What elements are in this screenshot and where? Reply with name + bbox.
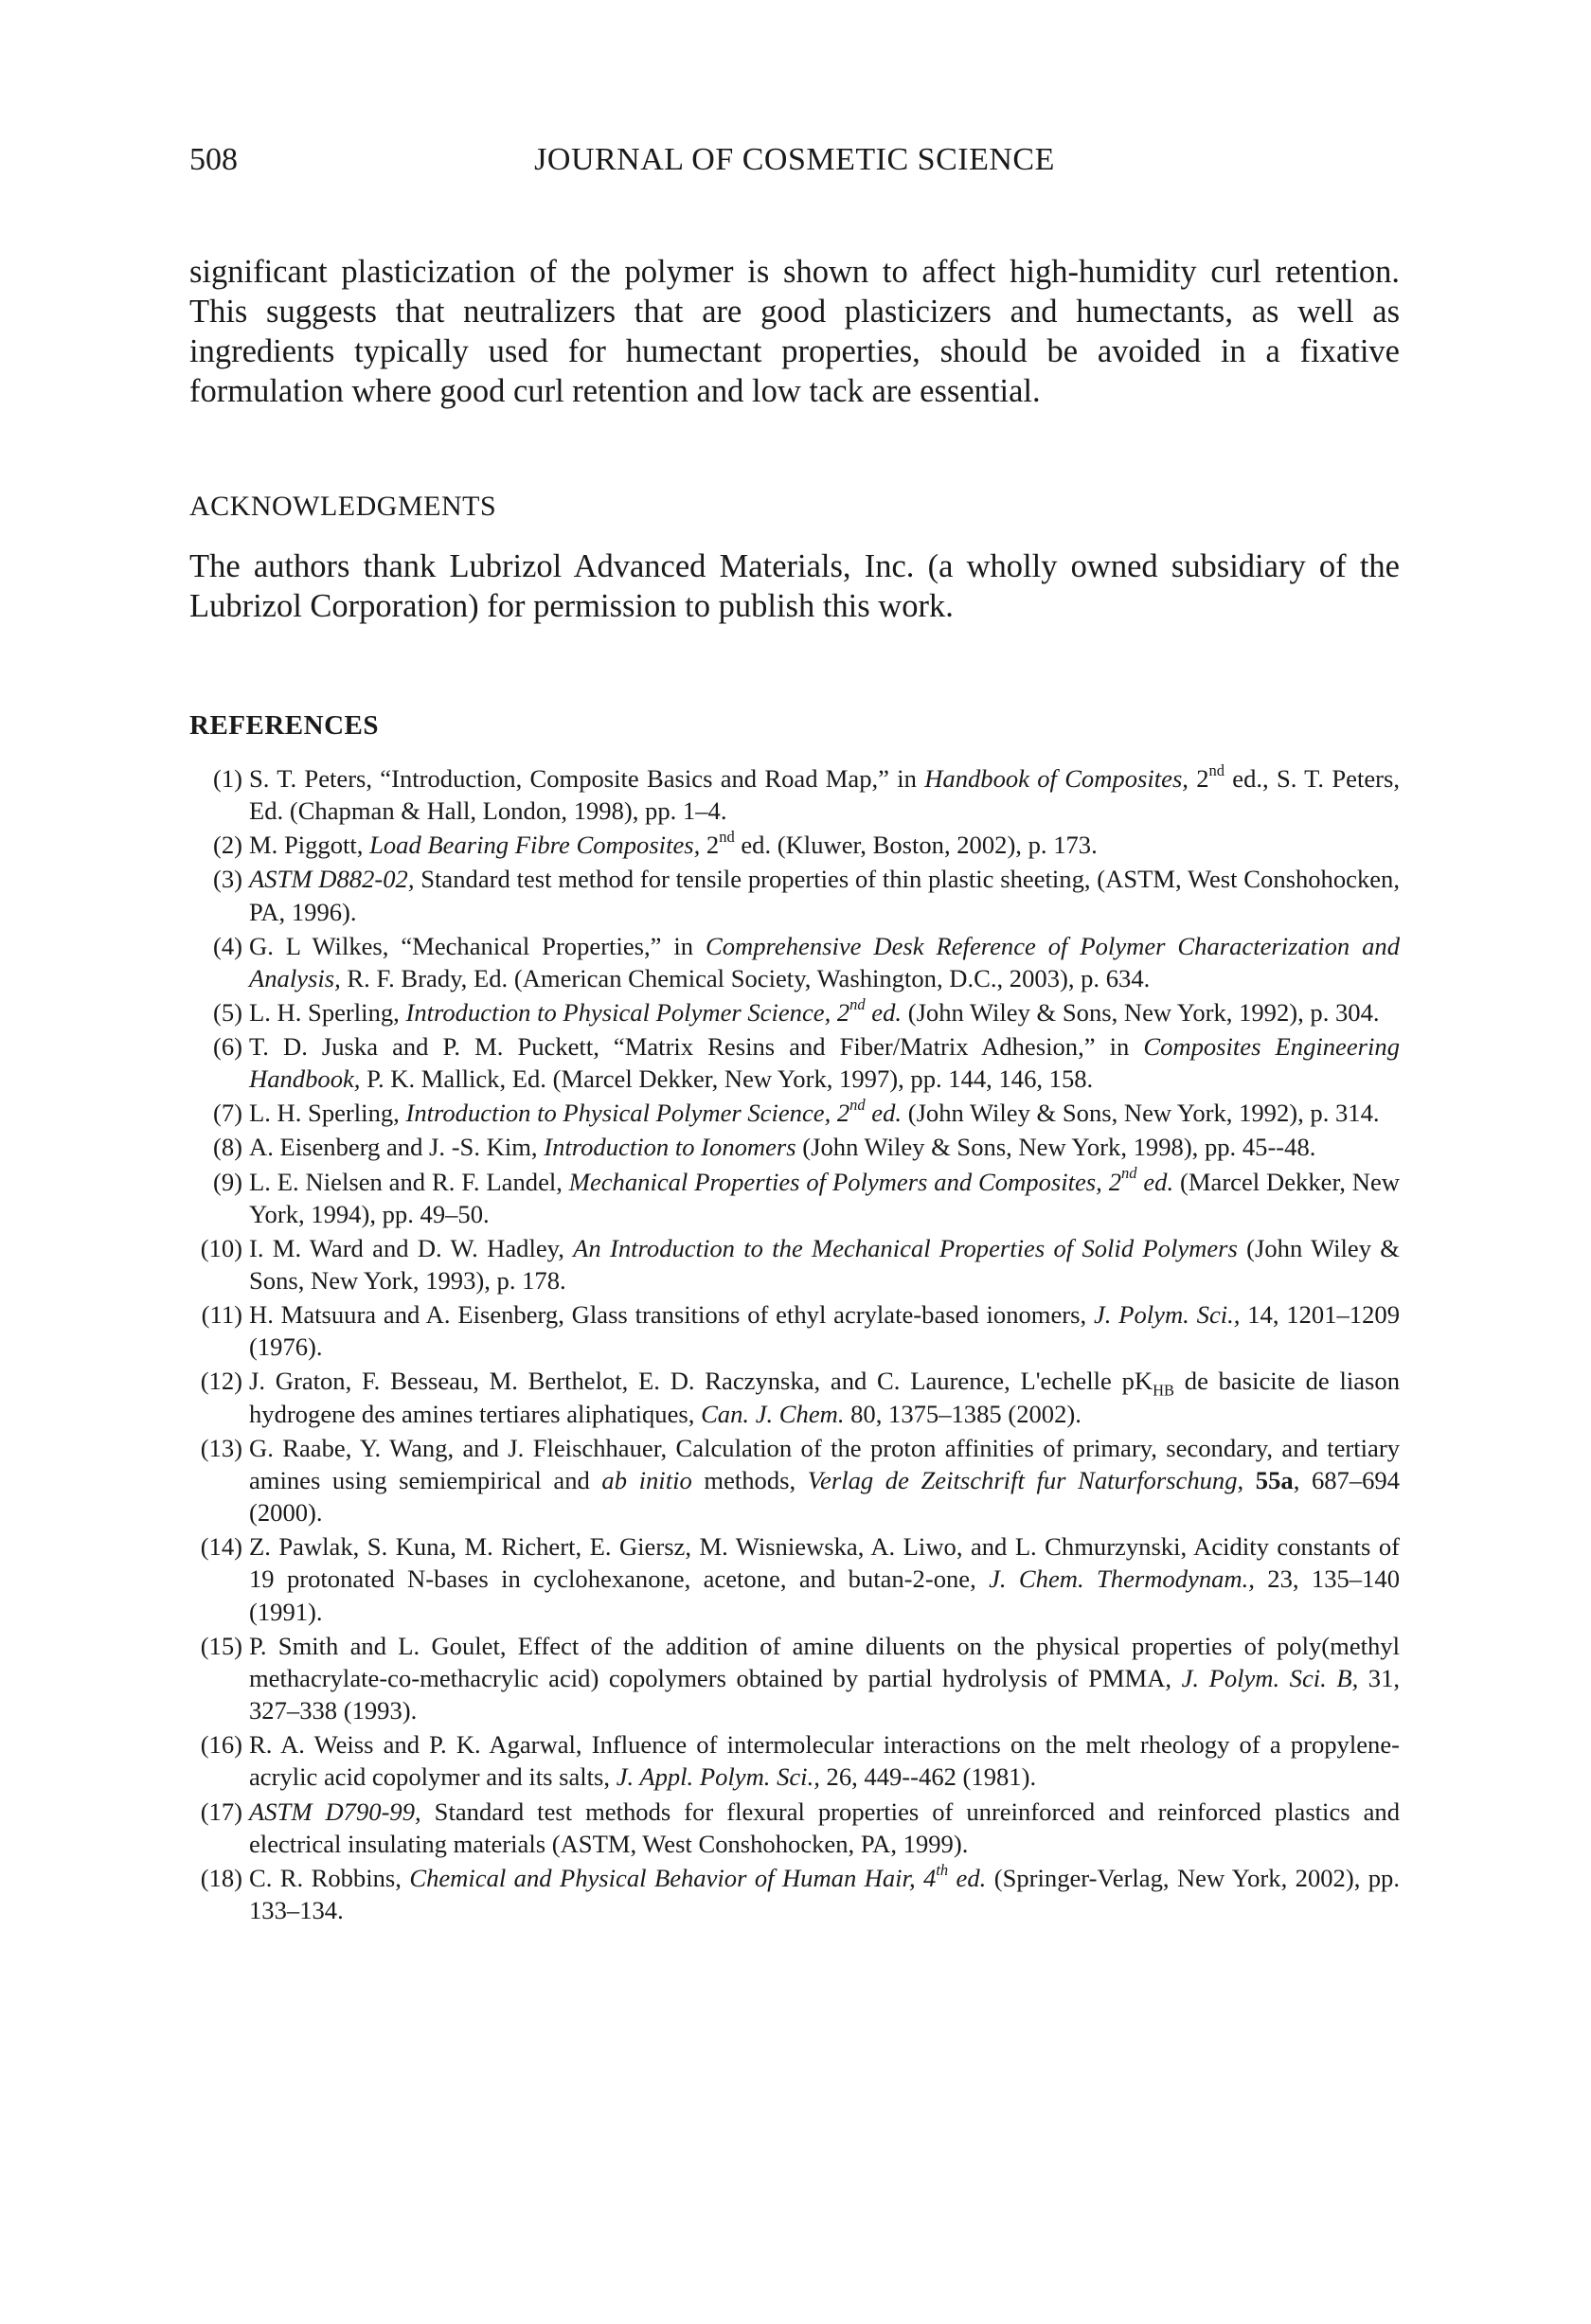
reference-text-segment: Z. Pawlak, S. Kuna, M. Richert, E. Giersz, M. Wisniewska, A. Liwo, and L. Chmurzynski, Acidity constants of 19 protonated N-bases in cyclohexanone, acetone, and butan-2-one, [249,1532,1400,1594]
reference-text-segment: C. R. Robbins, [249,1863,410,1892]
reference-text-segment: An Introduction to the Mechanical Properties of Solid Polymers [573,1233,1238,1262]
reference-item [189,1030,1400,1095]
reference-text-segment: 55a [1243,1465,1294,1494]
reference-text-segment: S. T. Peters, “Introduction, Composite Basics and Road Map,” in [249,764,925,793]
reference-item [189,863,1400,927]
reference-text-segment: , 687–694 (2000). [249,1465,1401,1528]
reference-item [189,1131,1400,1163]
reference-item [189,1365,1400,1429]
reference-text-segment: R. A. Weiss and P. K. Agarwal, Influence of intermolecular interactions on the melt rheology of a propylene-acrylic acid copolymer and its salts, [249,1730,1400,1792]
reference-text-segment: Handbook of Composites, [924,764,1189,793]
reference-text-segment: ed., S. T. Peters, Ed. (Chapman & Hall, London, 1998), pp. 1–4. [249,764,1400,826]
reference-text-segment: Chemical and Physical Behavior of Human Hair, 4 [409,1863,937,1892]
reference-text-segment: Mechanical Properties of Polymers and Composites, 2 [568,1167,1121,1196]
reference-text-segment: ed. (Kluwer, Boston, 2002), p. 173. [734,831,1098,860]
reference-text-segment: (John Wiley & Sons, New York, 1992), p. 304. [902,997,1380,1027]
reference-text-segment: P. K. Mallick, Ed. (Marcel Dekker, New York, 1997), pp. 144, 146, 158. [360,1064,1094,1094]
reference-item [189,1298,1400,1363]
reference-text-segment: Comprehensive Desk Reference of Polymer Characterization and Analysis, [249,931,1400,992]
reference-item [189,930,1400,994]
intro-paragraph: significant plasticization of the polymer is shown to affect high-humidity curl retention. This suggests that neutralizers that are good plasticizers and humectants, as well as ingredients typically used for humectant properties, should be avoided in a fixative formulation where good curl retention and low tack are essential. [189,254,1400,409]
reference-number: (18) [200,1863,242,1892]
reference-number: (2) [212,831,242,860]
reference-text-segment: M. Piggott, [249,831,370,860]
reference-item [189,1796,1400,1860]
reference-text-segment: L. E. Nielsen and R. F. Landel, [249,1167,569,1196]
reference-text-segment: nd [849,994,866,1013]
reference-text-segment: L. H. Sperling, [249,1099,406,1128]
reference-number: (16) [200,1730,242,1760]
reference-text-segment: ab initio [601,1465,692,1494]
reference-text-segment: 23, 135–140 (1991). [249,1564,1400,1626]
reference-text-segment: G. L Wilkes, “Mechanical Properties,” in [249,931,706,960]
references-heading: REFERENCES [189,710,379,741]
reference-item [189,996,1400,1028]
reference-text-segment: 2 [1188,764,1209,793]
reference-item [189,1232,1400,1296]
journal-title: JOURNAL OF COSMETIC SCIENCE [534,142,1055,177]
page-number: 508 [189,142,238,177]
reference-number: (1) [212,764,242,793]
reference-item [189,1862,1400,1926]
reference-text-segment: Load Bearing Fibre Composites, [369,831,701,860]
reference-text-segment: Introduction to Physical Polymer Science, 2 [405,997,850,1027]
acknowledgments-paragraph: The authors thank Lubrizol Advanced Materials, Inc. (a wholly owned subsidiary of the Lubrizol Corporation) for permission to publish this work. [189,548,1400,624]
reference-text-segment: 31, 327–338 (1993). [249,1663,1401,1725]
reference-text-segment: (Springer-Verlag, New York, 2002), pp. 133–134. [249,1863,1400,1925]
reference-text-segment: Composites Engineering Handbook, [249,1032,1400,1094]
reference-item [189,1097,1400,1129]
reference-item [189,1630,1400,1727]
reference-text-segment: J. Chem. Thermodynam., [989,1564,1255,1594]
reference-text-segment: J. Graton, F. Besseau, M. Berthelot, E. D. Raczynska, and C. Laurence, L'echelle pK [249,1367,1153,1396]
running-header [189,142,1400,189]
reference-text-segment: Introduction to Physical Polymer Science, 2 [405,1099,850,1128]
reference-text-segment: nd [849,1096,866,1115]
reference-text-segment: ed. [865,997,903,1027]
reference-text-segment: (John Wiley & Sons, New York, 1998), pp. 45--48. [796,1133,1316,1162]
reference-number: (4) [212,931,242,960]
reference-text-segment: Standard test method for tensile properties of thin plastic sheeting, (ASTM, West Conshohocken, PA, 1996). [249,865,1401,926]
reference-text-segment: ed. [948,1863,987,1892]
reference-text-segment: 14, 1201–1209 (1976). [249,1300,1400,1362]
reference-number: (11) [201,1300,242,1330]
reference-number: (10) [200,1233,242,1262]
reference-number: (12) [200,1367,242,1396]
reference-text-segment: J. Appl. Polym. Sci., [616,1762,820,1792]
reference-text-segment: nd [1208,760,1225,779]
reference-text-segment: Verlag de Zeitschrift fur Naturforschung, [807,1465,1244,1494]
reference-item [189,1432,1400,1529]
reference-text-segment: methods, [691,1465,808,1494]
reference-text-segment: P. Smith and L. Goulet, Effect of the addition of amine diluents on the physical properties of poly(methyl methacrylate-co-methacrylic acid) copolymers obtained by partial hydrolysis of PMMA, [249,1631,1400,1692]
reference-text-segment: ASTM D790-99, [249,1797,421,1826]
reference-item [189,1166,1400,1230]
reference-text-segment: 80, 1375–1385 (2002). [844,1399,1082,1428]
reference-text-segment: H. Matsuura and A. Eisenberg, Glass transitions of ethyl acrylate-based ionomers, [249,1300,1094,1330]
reference-text-segment: J. Polym. Sci., [1093,1300,1241,1330]
reference-text-segment: ASTM D882-02, [249,865,415,894]
reference-text-segment: 2 [700,831,720,860]
reference-text-segment: ed. [865,1099,903,1128]
reference-item [189,762,1400,827]
reference-text-segment: G. Raabe, Y. Wang, and J. Fleischhauer, Calculation of the proton affinities of primary, secondary, and tertiary amines using semiempirical and [249,1433,1400,1494]
reference-text-segment: J. Polym. Sci. B, [1181,1663,1359,1692]
reference-number: (13) [200,1433,242,1462]
reference-number: (9) [212,1167,242,1196]
reference-text-segment: R. F. Brady, Ed. (American Chemical Society, Washington, D.C., 2003), p. 634. [340,963,1151,992]
reference-text-segment: I. M. Ward and D. W. Hadley, [249,1233,574,1262]
reference-text-segment: (John Wiley & Sons, New York, 1992), p. 314. [902,1099,1380,1128]
reference-number: (5) [212,997,242,1027]
reference-text-segment: T. D. Juska and P. M. Puckett, “Matrix Resins and Fiber/Matrix Adhesion,” in [249,1032,1144,1062]
reference-text-segment: A. Eisenberg and J. -S. Kim, [249,1133,545,1162]
reference-number: (14) [200,1532,242,1562]
reference-item [189,1530,1400,1628]
reference-text-segment: th [936,1860,949,1879]
reference-item [189,829,1400,861]
reference-text-segment: L. H. Sperling, [249,997,406,1027]
reference-text-segment: nd [1121,1164,1137,1183]
reference-text-segment: (Marcel Dekker, New York, 1994), pp. 49–50. [249,1167,1400,1228]
reference-text-segment: Standard test methods for flexural properties of unreinforced and reinforced plastics and electrical insulating materials (ASTM, West Conshohocken, PA, 1999). [249,1797,1400,1858]
reference-text-segment: HB [1153,1381,1175,1400]
references-list [189,762,1400,1926]
reference-text-segment: Can. J. Chem. [701,1399,845,1428]
reference-item [189,1728,1400,1793]
reference-text-segment: 26, 449--462 (1981). [819,1762,1037,1792]
reference-text-segment: ed. [1136,1167,1174,1196]
reference-number: (8) [212,1133,242,1162]
reference-number: (7) [212,1099,242,1128]
reference-text-segment: (John Wiley & Sons, New York, 1993), p. 178. [249,1233,1400,1296]
reference-text-segment: Introduction to Ionomers [544,1133,796,1162]
reference-number: (6) [212,1032,242,1062]
reference-text-segment: de basicite de liason hydrogene des amines tertiares aliphatiques, [249,1367,1400,1428]
reference-number: (3) [212,865,242,894]
reference-text-segment: nd [719,827,735,846]
reference-number: (15) [200,1631,242,1660]
reference-number: (17) [200,1797,242,1826]
acknowledgments-heading: ACKNOWLEDGMENTS [189,491,497,522]
